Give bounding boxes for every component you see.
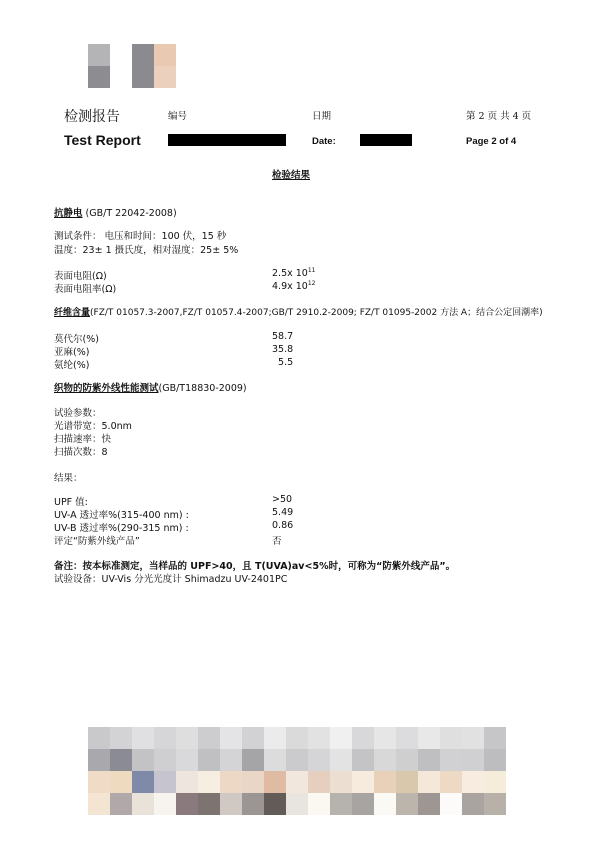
- uv-rating-label: 评定“防紫外线产品”: [54, 536, 140, 547]
- antistatic-heading: 抗静电: [54, 208, 83, 219]
- fiber-modal-label: 莫代尔(%): [54, 334, 99, 345]
- uva-label: UV-A 透过率%(315-400 nm) :: [54, 510, 189, 521]
- redacted-report-number: [168, 134, 286, 146]
- fiber-modal-value: 58.7: [272, 331, 294, 342]
- fiber-linen-value: 35.8: [272, 344, 294, 355]
- uvb-value: 0.86: [272, 520, 294, 531]
- uva-value: 5.49: [272, 507, 294, 518]
- antistatic-heading-line: [54, 205, 177, 219]
- fiber-spandex-value: 5.5: [272, 357, 294, 368]
- fiber-spandex-label: 氨纶(%): [54, 360, 90, 371]
- note: 备注：按本标准测定，当样品的 UPF>40，且 T(UVA)av<5%时，可称为“防紫外线产品”。: [54, 561, 456, 572]
- uv-param-bandwidth: 光谱带宽：5.0nm: [54, 421, 132, 432]
- uv-params-label: 试验参数：: [54, 408, 102, 419]
- upf-label: UPF 值:: [54, 497, 88, 508]
- upf-value: >50: [272, 494, 293, 505]
- redacted-date: [360, 134, 412, 146]
- equipment: 试验设备：UV-Vis 分光光度计 Shimadzu UV-2401PC: [54, 574, 288, 585]
- fiber-heading: 纤维含量: [54, 308, 91, 318]
- uvb-label: UV-B 透过率%(290-315 nm) :: [54, 523, 189, 534]
- surface-resistance-value: 2.5x $10^{11}$: [272, 266, 316, 279]
- uv-heading-line: [54, 380, 247, 394]
- antistatic-condition-1: 测试条件： 电压和时间：100 伏，15 秒: [54, 231, 227, 242]
- uv-param-scan-rate: 扫描速率：快: [54, 434, 112, 445]
- title-cn: 检测报告: [64, 109, 120, 125]
- uv-standard: (GB/T18830-2009): [158, 383, 247, 394]
- uv-param-scan-count: 扫描次数：8: [54, 447, 108, 458]
- date-label-cn: 日期: [312, 111, 332, 122]
- uv-results-label: 结果：: [54, 473, 83, 484]
- page-indicator-cn: 第 2 页 共 4 页: [466, 111, 532, 122]
- surface-resistance-label: 表面电阻(Ω): [54, 271, 107, 282]
- antistatic-standard: (GB/T 22042-2008): [82, 208, 177, 219]
- fiber-standard: (FZ/T 01057.3-2007,FZ/T 01057.4-2007;GB/T 2910.2-2009; FZ/T 01095-2002 方法 A；结合公定回潮率): [90, 308, 543, 318]
- date-label-en: Date:: [312, 136, 336, 147]
- surface-resistivity-label: 表面电阻率(Ω): [54, 284, 117, 295]
- blurred-seal-signature: [88, 727, 506, 815]
- section-title: 检验结果: [272, 170, 311, 181]
- surface-resistivity-value: 4.9x $10^{12}$: [272, 279, 316, 292]
- fiber-linen-label: 亚麻(%): [54, 347, 90, 358]
- title-en: Test Report: [64, 132, 141, 148]
- uv-heading: 织物的防紫外线性能测试: [54, 383, 159, 394]
- page-indicator-en: Page 2 of 4: [466, 136, 517, 147]
- number-label-cn: 编号: [168, 111, 188, 122]
- fiber-heading-line: [54, 305, 543, 318]
- company-logo: [0, 0, 600, 100]
- antistatic-condition-2: 温度：23± 1 摄氏度，相对湿度：25± 5%: [54, 245, 239, 256]
- uv-rating-value: 否: [272, 536, 282, 547]
